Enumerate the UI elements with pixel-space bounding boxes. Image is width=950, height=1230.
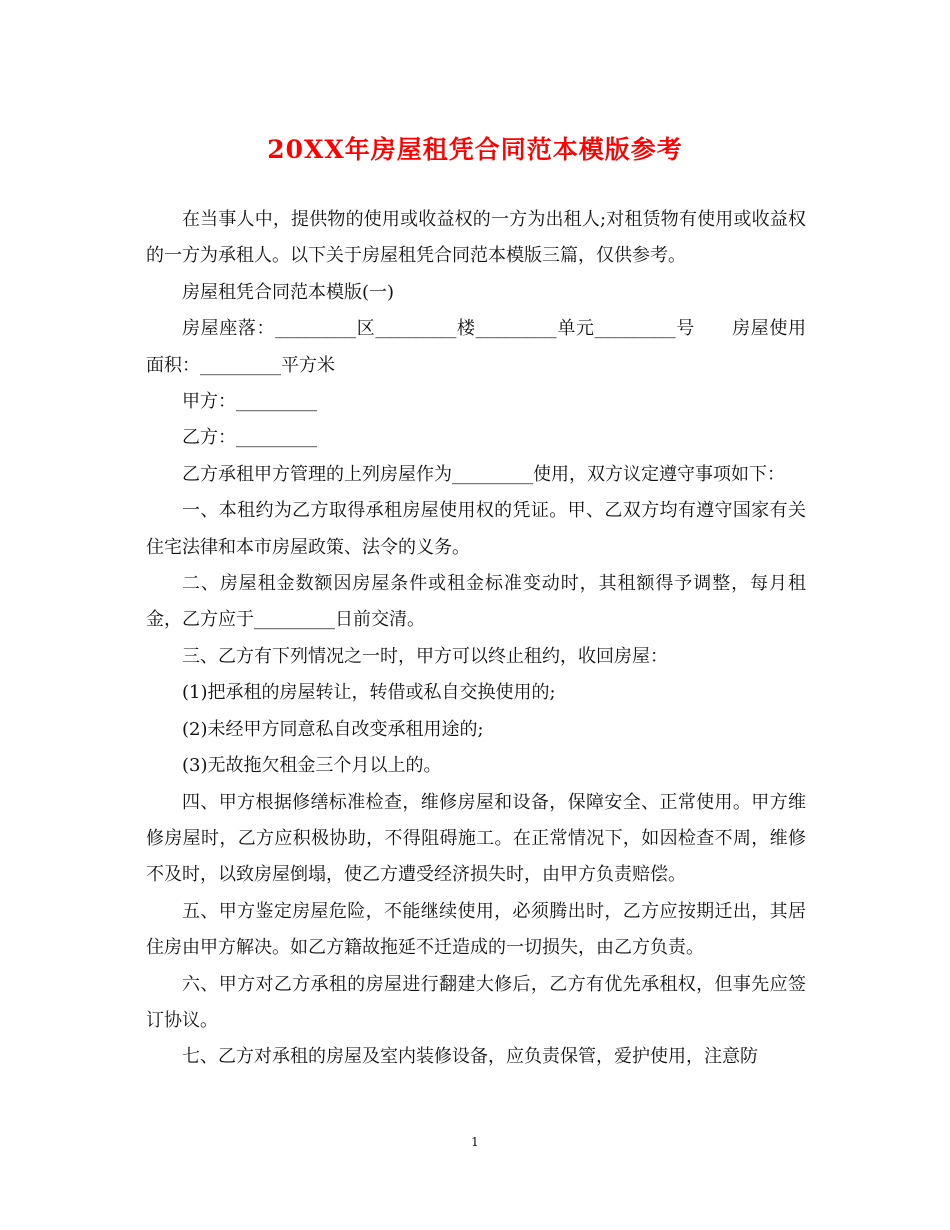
paragraph-clause-3-item-2: (2)未经甲方同意私自改变承租用途的; (182, 718, 484, 740)
paragraph-location: 房屋座落：_________区_________楼_________单元_________号 房屋使用面积：_________平方米 (146, 318, 806, 376)
paragraph-clause-3-item-1: (1)把承租的房屋转让，转借或私自交换使用的; (182, 682, 556, 704)
paragraph-party-a: 甲方：_________ (182, 391, 317, 413)
paragraph-clause-3: 三、乙方有下列情况之一时，甲方可以终止租约，收回房屋： (182, 645, 668, 667)
paragraph-party-b: 乙方：_________ (182, 427, 317, 449)
paragraph-clause-6: 六、甲方对乙方承租的房屋进行翻建大修后，乙方有优先承租权，但事先应签订协议。 (146, 973, 806, 1031)
document-title: 20XX年房屋租凭合同范本模版参考 (267, 135, 683, 164)
paragraph-clause-2: 二、房屋租金数额因房屋条件或租金标准变动时，其租额得予调整，每月租金，乙方应于_________日前交清。 (146, 573, 806, 631)
paragraph-clause-3-item-3: (3)无故拖欠租金三个月以上的。 (182, 755, 442, 777)
paragraph-intro: 在当事人中，提供物的使用或收益权的一方为出租人;对租赁物有使用或收益权的一方为承租人。以下关于房屋租凭合同范本模版三篇，仅供参考。 (146, 209, 806, 267)
document-body (146, 202, 806, 1076)
paragraph-clause-7: 七、乙方对承租的房屋及室内装修设备，应负责保管，爱护使用，注意防 (182, 1046, 758, 1068)
paragraph-clause-1: 一、本租约为乙方取得承租房屋使用权的凭证。甲、乙双方均有遵守国家有关住宅法律和本市房屋政策、法令的义务。 (146, 500, 806, 558)
paragraph-usage: 乙方承租甲方管理的上列房屋作为_________使用，双方议定遵守事项如下： (182, 463, 785, 485)
paragraph-section-heading: 房屋租凭合同范本模版(一) (182, 281, 395, 303)
paragraph-clause-4: 四、甲方根据修缮标准检查，维修房屋和设备，保障安全、正常使用。甲方维修房屋时，乙方应积极协助，不得阻碍施工。在正常情况下，如因检查不周，维修不及时，以致房屋倒塌，使乙方遭受经济损失时，由甲方负责赔偿。 (146, 791, 806, 886)
page-number: 1 (471, 1135, 479, 1149)
paragraph-clause-5: 五、甲方鉴定房屋危险，不能继续使用，必须腾出时，乙方应按期迁出，其居住房由甲方解决。如乙方籍故拖延不迁造成的一切损失，由乙方负责。 (146, 900, 806, 959)
